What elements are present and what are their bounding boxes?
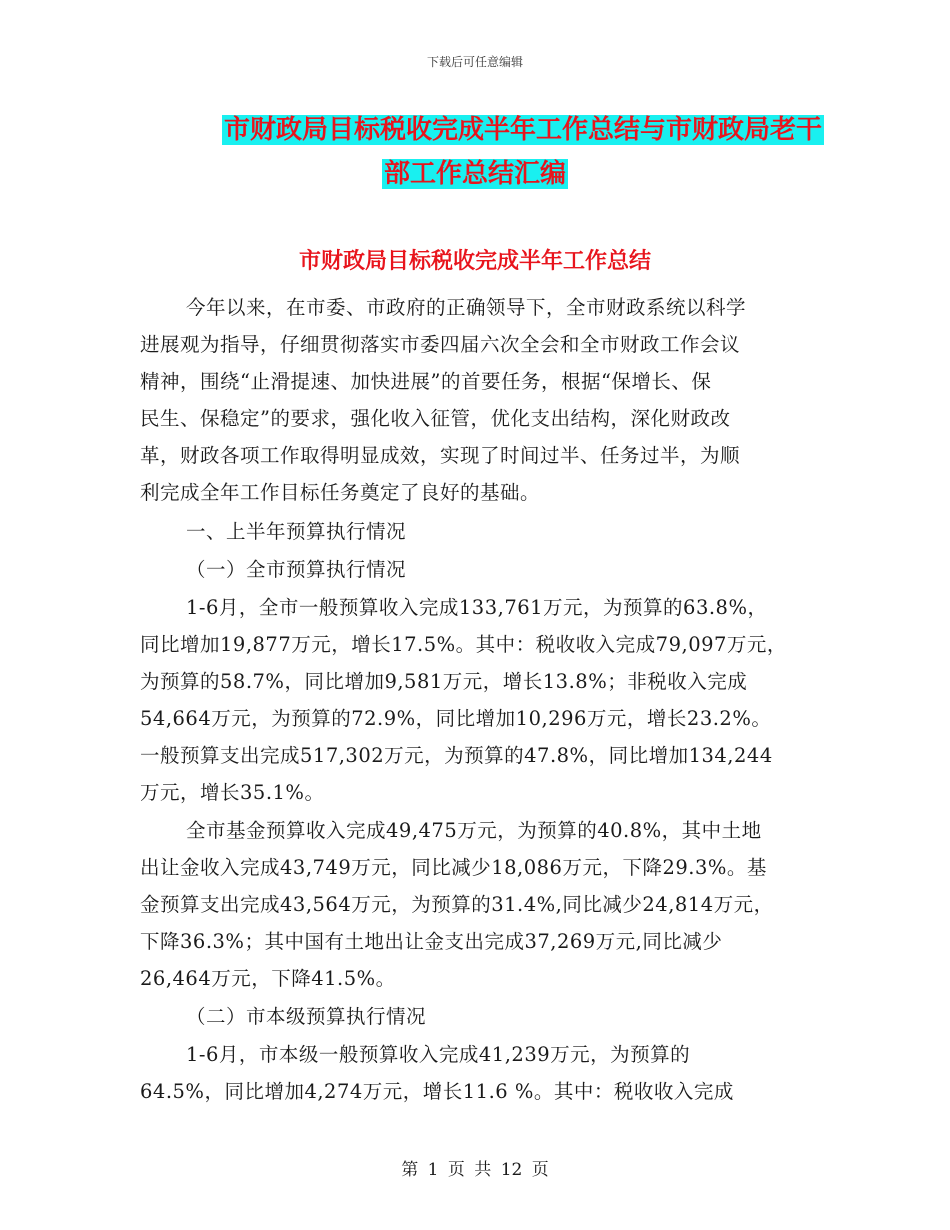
body-line: 一般预算支出完成517,302万元，为预算的47.8%，同比增加134,244 xyxy=(140,744,773,767)
body-line: 民生、保稳定”的要求，强化收入征管，优化支出结构，深化财政改 xyxy=(140,407,731,430)
body-line: 进展观为指导，仔细贯彻落实市委四届六次全会和全市财政工作会议 xyxy=(140,333,741,356)
body-line: 1-6月，市本级一般预算收入完成41,239万元，为预算的 xyxy=(186,1043,691,1066)
body-line: 64.5%，同比增加4,274万元，增长11.6 %。其中：税收收入完成 xyxy=(140,1080,734,1103)
heading-1: 一、上半年预算执行情况 xyxy=(186,520,407,543)
body-line: 同比增加19,877万元，增长17.5%。其中：税收收入完成79,097万元， xyxy=(140,633,787,656)
body-line: 万元，增长35.1%。 xyxy=(140,781,325,804)
body-line: 精神，围绕“止滑提速、加快进展”的首要任务，根据“保增长、保 xyxy=(140,370,712,393)
body-line: 金预算支出完成43,564万元，为预算的31.4%,同比减少24,814万元， xyxy=(140,893,774,916)
body-line: 全市基金预算收入完成49,475万元，为预算的40.8%，其中土地 xyxy=(186,819,762,842)
heading-1-1: （一）全市预算执行情况 xyxy=(186,558,407,581)
body-line: 54,664万元，为预算的72.9%，同比增加10,296万元，增长23.2%。 xyxy=(140,707,772,730)
body-line: 下降36.3%；其中国有土地出让金支出完成37,269万元,同比减少 xyxy=(140,930,723,953)
body-line: 利完成全年工作目标任务奠定了良好的基础。 xyxy=(140,481,541,504)
section-title: 市财政局目标税收完成半年工作总结 xyxy=(298,249,651,274)
document-title-line-2: 部工作总结汇编 xyxy=(383,159,566,189)
document-title-line-1: 市财政局目标税收完成半年工作总结与市财政局老干 xyxy=(223,115,822,145)
heading-1-2: （二）市本级预算执行情况 xyxy=(186,1005,427,1028)
body-line: 为预算的58.7%，同比增加9,581万元，增长13.8%；非税收入完成 xyxy=(140,670,748,693)
body-line: 今年以来，在市委、市政府的正确领导下，全市财政系统以科学 xyxy=(186,296,747,319)
body-line: 26,464万元，下降41.5%。 xyxy=(140,967,396,990)
page-number: 第 1 页 共 12 页 xyxy=(401,1160,549,1180)
body-line: 出让金收入完成43,749万元，同比减少18,086万元，下降29.3%。基 xyxy=(140,856,767,879)
body-line: 革，财政各项工作取得明显成效，实现了时间过半、任务过半，为顺 xyxy=(140,444,741,467)
header-note: 下载后可任意编辑 xyxy=(426,55,523,69)
body-line: 1-6月，全市一般预算收入完成133,761万元，为预算的63.8%， xyxy=(186,596,768,619)
